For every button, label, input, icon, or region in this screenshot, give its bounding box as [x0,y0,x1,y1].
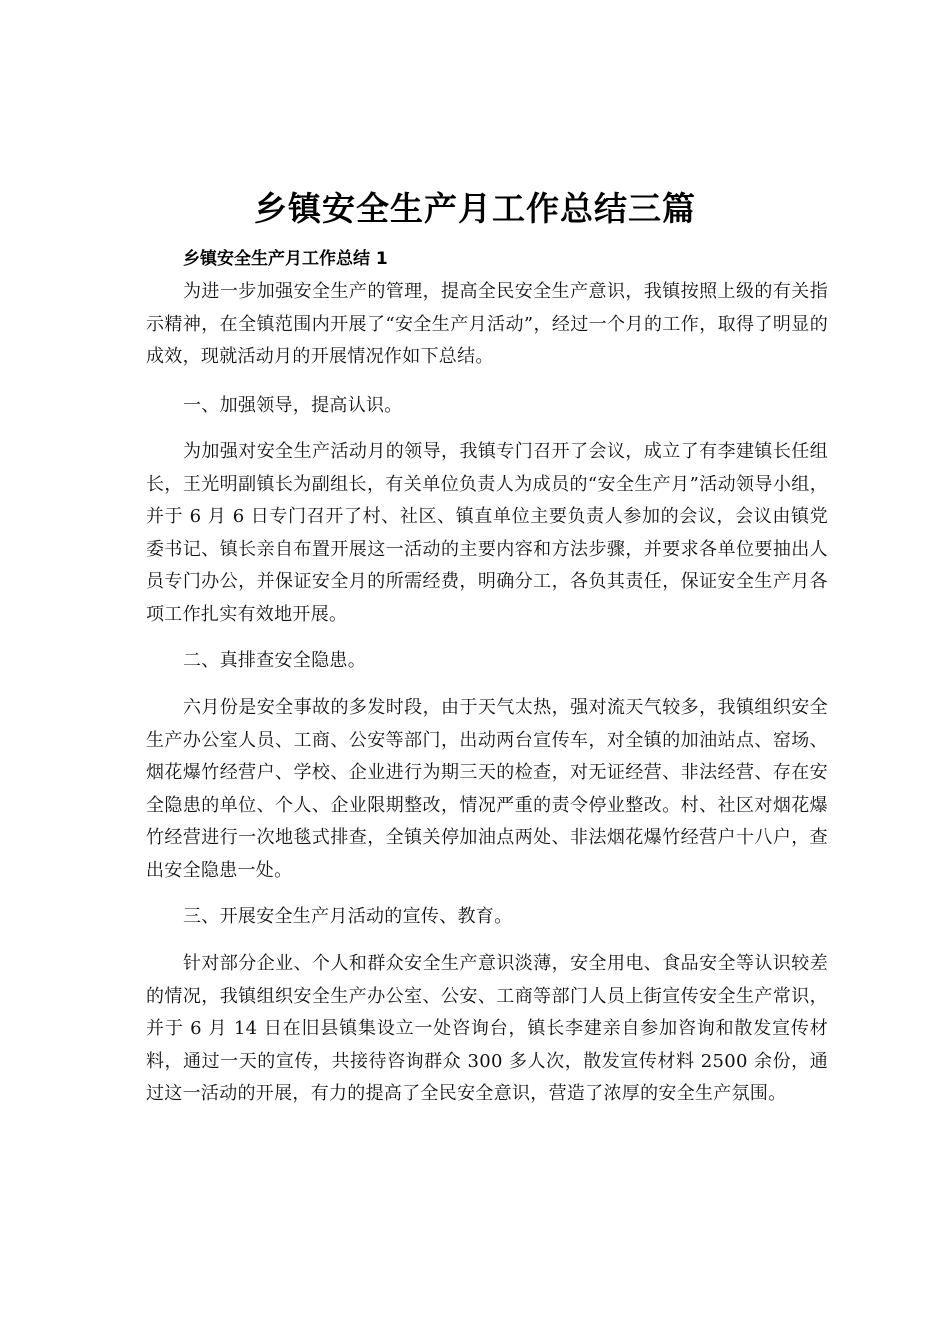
paragraph-leadership: 为加强对安全生产活动月的领导，我镇专门召开了会议，成立了有李建镇长任组长，王光明副镇长为副组长，有关单位负责人为成员的“安全生产月”活动领导小组，并于 6 月 6 日专门召开了村、社区、镇直单位主要负责人参加的会议，会议由镇党委书记、镇长亲自布置开展这一活动的主要内容和方法步骤，并要求各单位要抽出人员专门办公，并保证安全月的所需经费，明确分工，各负其责任，保证安全生产月各项工作扎实有效地开展。 [146,441,828,625]
section-subtitle: 乡镇安全生产月工作总结 1 [183,249,388,269]
section-heading-3: 三、开展安全生产月活动的宣传、教育。 [183,906,513,927]
paragraph-inspection: 六月份是安全事故的多发时段，由于天气太热，强对流天气较多，我镇组织安全生产办公室人员、工商、公安等部门，出动两台宣传车，对全镇的加油站点、窑场、烟花爆竹经营户、学校、企业进行为期三天的检查，对无证经营、非法经营、存在安全隐患的单位、个人、企业限期整改，情况严重的责令停业整改。村、社区对烟花爆竹经营进行一次地毯式排查，全镇关停加油点两处、非法烟花爆竹经营户十八户，查出安全隐患一处。 [146,697,828,881]
document-title: 乡镇安全生产月工作总结三篇 [254,189,696,228]
paragraph-intro: 为进一步加强安全生产的管理，提高全民安全生产意识，我镇按照上级的有关指示精神，在全镇范围内开展了“安全生产月活动”，经过一个月的工作，取得了明显的成效，现就活动月的开展情况作如下总结。 [146,281,828,367]
section-heading-2: 二、真排查安全隐患。 [183,650,366,671]
section-heading-1: 一、加强领导，提高认识。 [183,395,403,416]
paragraph-publicity: 针对部分企业、个人和群众安全生产意识淡薄，安全用电、食品安全等认识较差的情况，我镇组织安全生产办公室、公安、工商等部门人员上街宣传安全生产常识，并于 6 月 14 日在旧县镇集设立一处咨询台，镇长李建亲自参加咨询和散发宣传材料，通过一天的宣传，共接待咨询群众 300 多人次，散发宣传材料 2500 余份，通过这一活动的开展，有力的提高了全民安全意识，营造了浓厚的安全生产氛围。 [146,953,828,1104]
